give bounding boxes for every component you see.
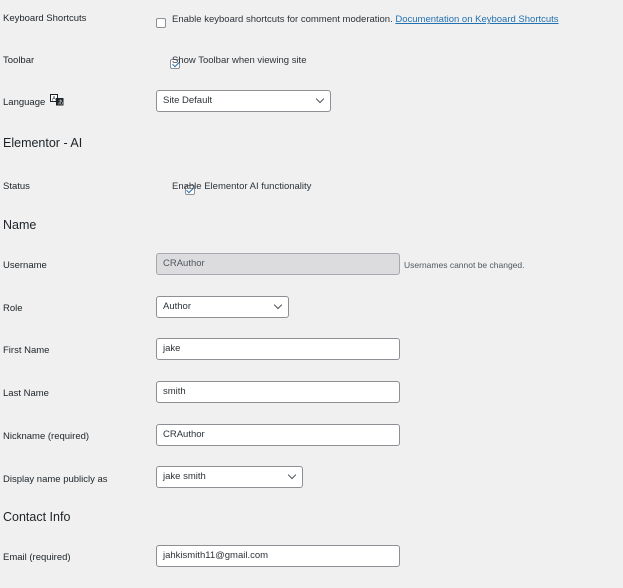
display-name-label: Display name publicly as [3,474,108,485]
elementor-ai-heading: Elementor - AI [3,136,83,150]
status-label: Status [3,181,30,192]
keyboard-shortcuts-label: Keyboard Shortcuts [3,13,87,24]
display-name-selected-value: jake smith [163,471,206,482]
display-name-select[interactable] [156,466,303,488]
keyboard-shortcuts-checkbox[interactable] [156,18,166,28]
last-name-label: Last Name [3,388,49,399]
keyboard-shortcuts-text [172,14,559,25]
chevron-down-icon [316,95,324,103]
name-heading: Name [3,218,37,232]
elementor-ai-checkbox-label: Enable Elementor AI functionality [172,181,312,192]
username-note: Usernames cannot be changed. [404,260,525,270]
language-selected-value: Site Default [163,95,213,106]
keyboard-shortcuts-checkbox-label: Enable keyboard shortcuts for comment moderation. [172,14,393,25]
chevron-down-icon [274,301,282,309]
first-name-input[interactable]: jake [156,338,400,360]
username-input[interactable]: CRAuthor [156,253,400,275]
translate-icon [50,94,64,106]
contact-info-heading: Contact Info [3,510,71,524]
role-selected-value: Author [163,301,191,312]
last-name-input[interactable]: smith [156,381,400,403]
username-label: Username [3,260,47,271]
keyboard-shortcuts-doc-link[interactable]: Documentation on Keyboard Shortcuts [395,14,559,25]
toolbar-label: Toolbar [3,55,35,66]
email-input[interactable]: jahkismith11@gmail.com [156,545,400,567]
chevron-down-icon [288,471,296,479]
language-label: Language [3,97,46,108]
toolbar-checkbox-label: Show Toolbar when viewing site [172,55,307,66]
language-select[interactable] [156,90,331,112]
first-name-label: First Name [3,345,50,356]
role-label: Role [3,303,23,314]
nickname-input[interactable]: CRAuthor [156,424,400,446]
email-label: Email (required) [3,552,71,563]
svg-text:A: A [52,96,57,103]
role-select[interactable] [156,296,289,318]
nickname-label: Nickname (required) [3,431,90,442]
svg-text:あ: あ [57,100,64,106]
